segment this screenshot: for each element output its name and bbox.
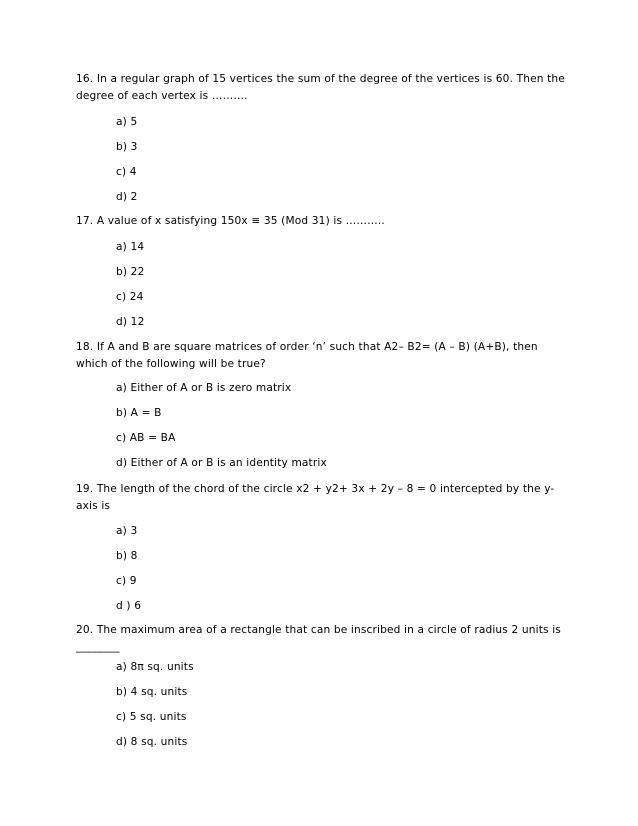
option-16-d: d) 2 bbox=[116, 191, 138, 203]
option-20-c: c) 5 sq. units bbox=[116, 711, 187, 723]
option-20-b: b) 4 sq. units bbox=[116, 686, 188, 698]
option-16-b: b) 3 bbox=[116, 141, 138, 153]
option-20-d: d) 8 sq. units bbox=[116, 736, 188, 748]
option-18-c: c) AB = BA bbox=[116, 432, 176, 444]
option-17-c: c) 24 bbox=[116, 291, 144, 303]
option-16-a: a) 5 bbox=[116, 116, 138, 128]
option-20-a: a) 8π sq. units bbox=[116, 661, 194, 673]
option-17-d: d) 12 bbox=[116, 316, 145, 328]
option-16-c: c) 4 bbox=[116, 166, 137, 178]
option-17-a: a) 14 bbox=[116, 241, 145, 253]
option-19-c: c) 9 bbox=[116, 575, 137, 587]
question-18: 18. If A and B are square matrices of order ‘n’ such that A2– B2= (A – B) (A+B), then which of the following will be true? bbox=[76, 341, 538, 370]
option-17-b: b) 22 bbox=[116, 266, 145, 278]
question-19: 19. The length of the chord of the circle x2 + y2+ 3x + 2y – 8 = 0 intercepted by the y-axis is bbox=[76, 483, 555, 512]
option-19-a: a) 3 bbox=[116, 525, 138, 537]
question-17: 17. A value of x satisfying 150x ≡ 35 (Mod 31) is ……….. bbox=[76, 215, 385, 227]
option-19-b: b) 8 bbox=[116, 550, 138, 562]
option-18-b: b) A = B bbox=[116, 407, 162, 419]
option-18-a: a) Either of A or B is zero matrix bbox=[116, 382, 292, 394]
option-19-d: d ) 6 bbox=[116, 600, 142, 612]
question-20: 20. The maximum area of a rectangle that can be inscribed in a circle of radius 2 units is ________ bbox=[76, 624, 561, 653]
question-16: 16. In a regular graph of 15 vertices the sum of the degree of the vertices is 60. Then the degree of each vertex is ………. bbox=[76, 73, 565, 102]
option-18-d: d) Either of A or B is an identity matrix bbox=[116, 457, 327, 469]
